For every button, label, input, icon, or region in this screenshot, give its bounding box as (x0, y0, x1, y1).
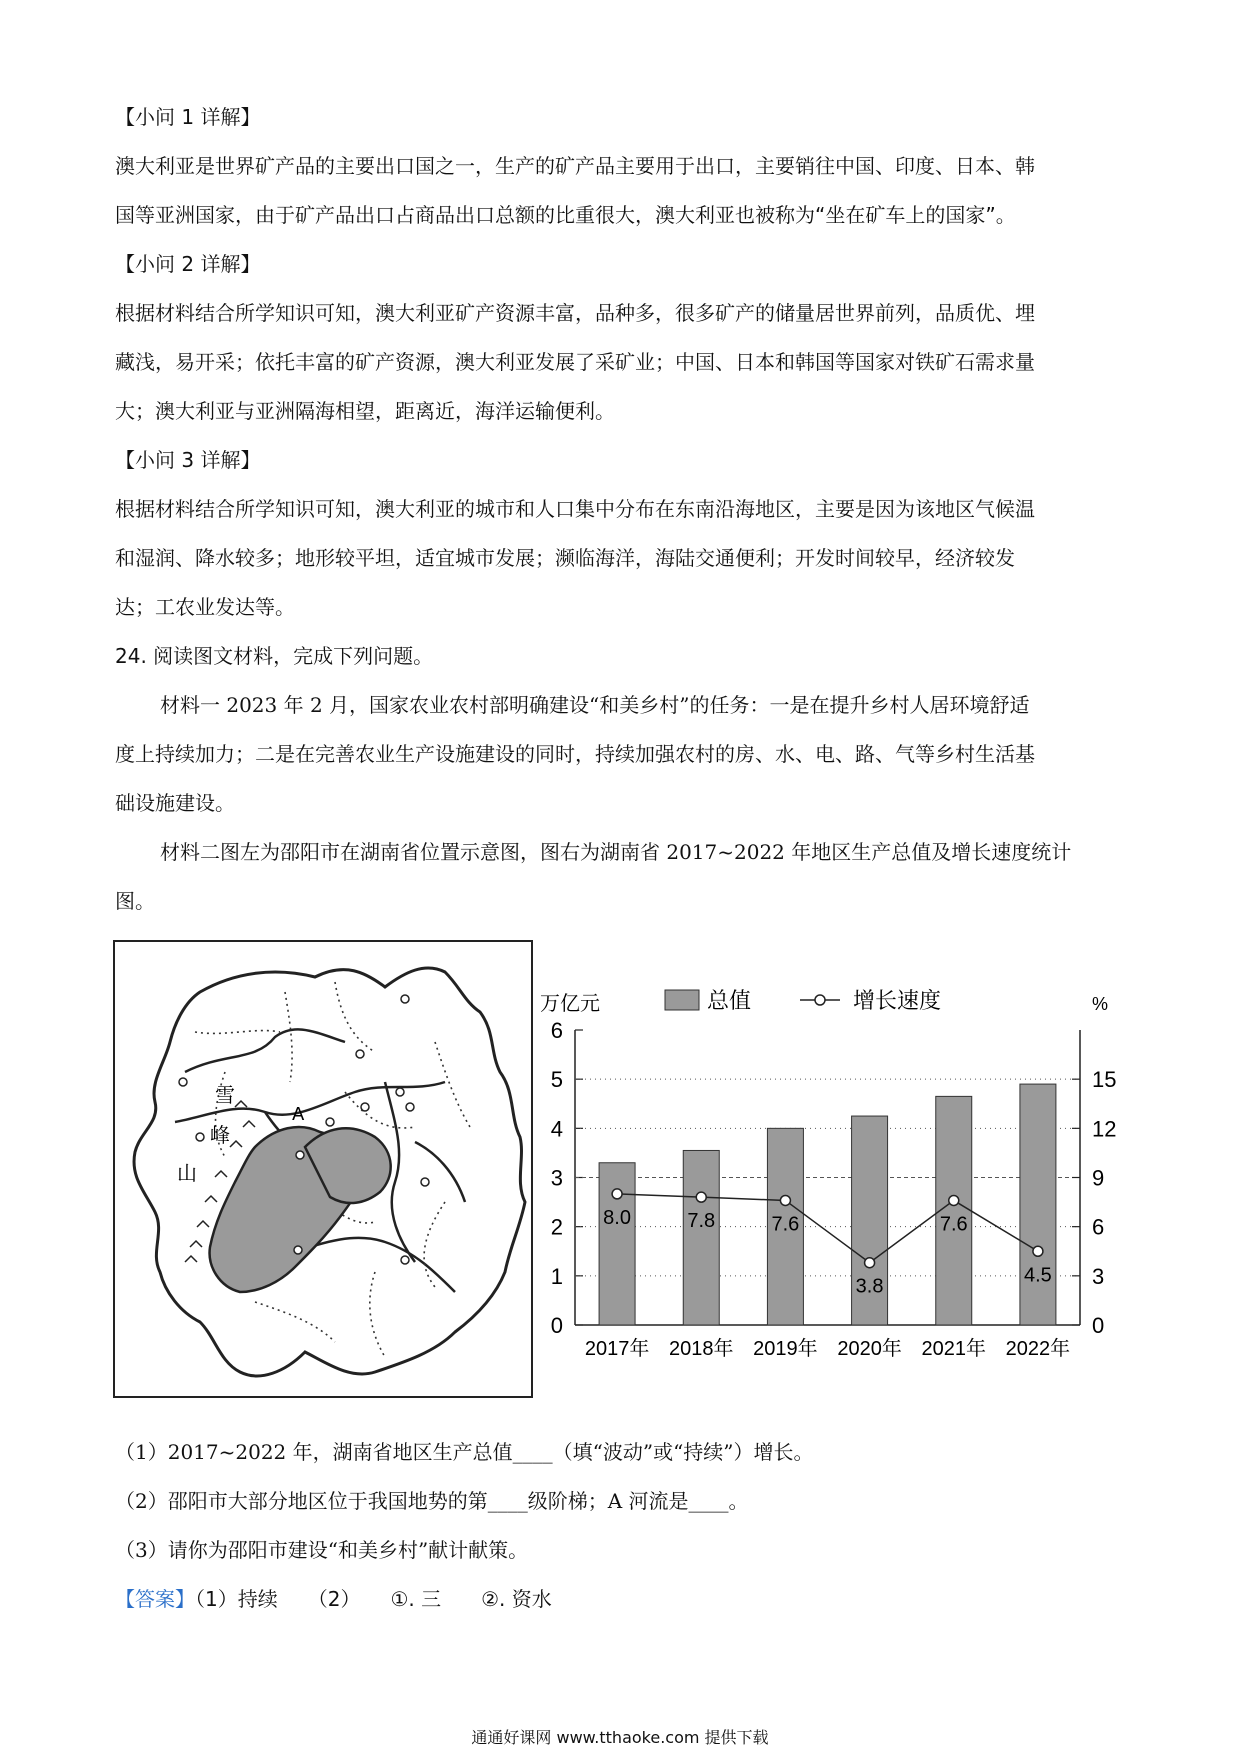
question-2: （2）邵阳市大部分地区位于我国地势的第____级阶梯；A 河流是____。 (115, 1489, 749, 1513)
paragraph-line: 根据材料结合所学知识可知，澳大利亚的城市和人口集中分布在东南沿海地区，主要是因为该地区气候温 (115, 497, 1035, 521)
gdp-chart (535, 970, 1125, 1370)
bar-gdp (1020, 1084, 1056, 1325)
growth-rate-point (865, 1258, 875, 1268)
right-tick-label: 0 (1092, 1313, 1105, 1338)
river (185, 1029, 345, 1072)
growth-rate-point (696, 1192, 706, 1202)
paragraph-line: 藏浅，易开采；依托丰富的矿产资源，澳大利亚发展了采矿业；中国、日本和韩国等国家对铁矿石需求量 (115, 350, 1035, 374)
paragraph-line: 达；工农业发达等。 (115, 595, 295, 619)
material-1-line: 材料一 2023 年 2 月，国家农业农村部明确建设“和美乡村”的任务：一是在提升乡村人居环境舒适 (160, 693, 1030, 717)
material-1-line: 础设施建设。 (115, 791, 235, 815)
left-tick-label: 1 (550, 1263, 563, 1289)
snow-peak-label: 峰 (210, 1123, 230, 1147)
river-a-label: A (292, 1104, 305, 1125)
paragraph-line: 国等亚洲国家，由于矿产品出口占商品出口总额的比重很大，澳大利亚也被称为“坐在矿车上的国家”。 (115, 203, 1016, 227)
growth-rate-line (617, 1194, 1038, 1263)
legend-bar-label: 总值 (707, 988, 752, 1013)
growth-rate-label: 4.5 (1024, 1264, 1052, 1287)
legend-line-marker (815, 995, 825, 1005)
right-tick-label: 15 (1092, 1067, 1117, 1093)
hunan-map-svg (115, 942, 531, 1396)
category-label: 2020年 (837, 1338, 902, 1360)
growth-rate-label: 8.0 (603, 1206, 631, 1229)
growth-rate-point (612, 1189, 622, 1199)
snow-peak-label: 山 (177, 1161, 197, 1185)
category-label: 2021年 (921, 1338, 986, 1360)
question-3: （3）请你为邵阳市建设“和美乡村”献计献策。 (115, 1538, 529, 1562)
question-1: （1）2017~2022 年，湖南省地区生产总值____（填“波动”或“持续”）增长。 (115, 1440, 814, 1464)
paragraph-line: 澳大利亚是世界矿产品的主要出口国之一，生产的矿产品主要用于出口，主要销往中国、印度、日本、韩 (115, 154, 1035, 178)
paragraph-line: 根据材料结合所学知识可知，澳大利亚矿产资源丰富，品种多，很多矿产的储量居世界前列，品质优、埋 (115, 301, 1035, 325)
growth-rate-label: 3.8 (855, 1275, 884, 1298)
left-tick-label: 5 (550, 1067, 563, 1093)
sub-question-3-heading: 【小问 3 详解】 (115, 448, 261, 472)
right-tick-label: 9 (1092, 1165, 1105, 1191)
paragraph-line: 大；澳大利亚与亚洲隔海相望，距离近，海洋运输便利。 (115, 399, 615, 423)
category-label: 2022年 (1005, 1338, 1071, 1360)
sub-question-2-heading: 【小问 2 详解】 (115, 252, 261, 276)
right-tick-label: 6 (1092, 1214, 1105, 1240)
growth-rate-point (949, 1195, 959, 1205)
answer-text: （1）持续 （2） ①. 三 ②. 资水 (195, 1587, 552, 1611)
river (415, 1142, 465, 1202)
material-2-line: 图。 (115, 889, 155, 913)
right-tick-label: 3 (1092, 1263, 1105, 1289)
category-label: 2018年 (669, 1338, 734, 1360)
left-tick-label: 3 (550, 1165, 563, 1191)
growth-rate-label: 7.8 (687, 1210, 716, 1233)
answer-tag: 【答案】 (115, 1587, 195, 1611)
left-tick-label: 6 (550, 1018, 563, 1043)
left-tick-label: 2 (550, 1214, 563, 1240)
growth-rate-point (780, 1195, 790, 1205)
paragraph-line: 和湿润、降水较多；地形较平坦，适宜城市发展；濒临海洋，海陆交通便利；开发时间较早，经济较发 (115, 546, 1015, 570)
growth-rate-label: 7.6 (771, 1213, 800, 1236)
question-24-title: 24. 阅读图文材料，完成下列问题。 (115, 644, 434, 668)
left-axis-unit: 万亿元 (540, 993, 600, 1015)
bar-gdp (683, 1150, 719, 1325)
category-label: 2019年 (753, 1338, 818, 1360)
shaoyang-location-map (113, 940, 533, 1398)
material-2-line: 材料二图左为邵阳市在湖南省位置示意图，图右为湖南省 2017~2022 年地区生产总值及增长速度统计 (160, 840, 1072, 864)
answer-line (115, 1584, 1125, 1614)
right-axis-unit: % (1092, 994, 1109, 1014)
material-1-line: 度上持续加力；二是在完善农业生产设施建设的同时，持续加强农村的房、水、电、路、气等乡村生活基 (115, 742, 1035, 766)
page-footer: 通通好课网 www.tthaoke.com 提供下载 (471, 1728, 769, 1747)
snow-peak-label: 雪 (215, 1083, 235, 1107)
growth-rate-point (1033, 1246, 1043, 1256)
growth-rate-label: 7.6 (939, 1213, 968, 1236)
right-tick-label: 12 (1092, 1116, 1117, 1142)
legend-bar-swatch (665, 990, 699, 1010)
left-tick-label: 0 (550, 1313, 563, 1338)
category-label: 2017年 (584, 1338, 650, 1360)
river (295, 1238, 455, 1292)
left-tick-label: 4 (550, 1116, 563, 1142)
sub-question-1-heading: 【小问 1 详解】 (115, 105, 261, 129)
bar-gdp (599, 1163, 635, 1325)
gdp-chart-svg (535, 970, 1125, 1370)
legend-line-label: 增长速度 (853, 988, 942, 1013)
